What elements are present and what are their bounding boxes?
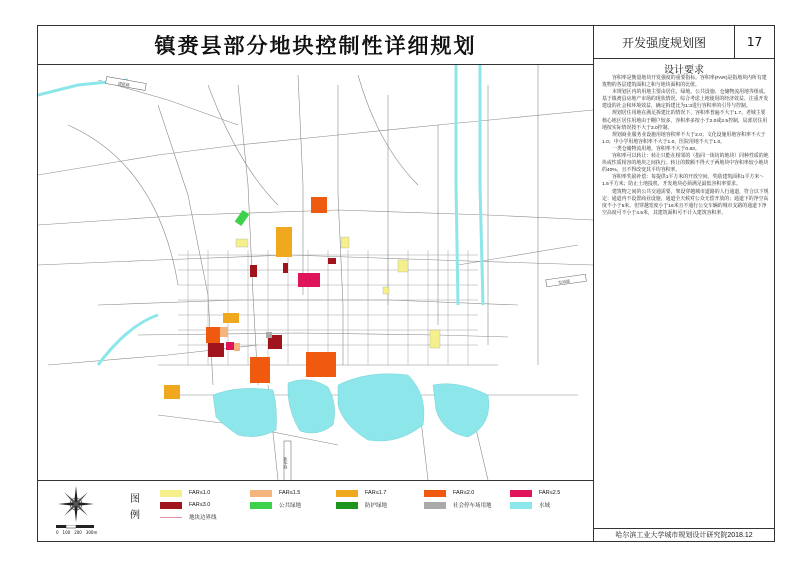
legend-label: 防护绿地 [365,503,388,509]
legend-swatch [160,502,182,509]
scale-bar-graphic [56,525,96,529]
requirements-heading: 设计要求 [664,65,704,76]
road-label-e: 发展路 [557,278,571,286]
requirement-paragraph: 容积率奖励补偿：每提供1平方米的开放空间，奖励建筑面积1平方米～1.5平方米；防止土地投机，开发地块必须满足最低容积率要求。 [602,175,765,188]
plan-name: 开发强度规划图 [621,35,706,50]
far-block-1-5 [234,343,240,351]
requirement-paragraph: 本规划区内的用地主要由居住、绿地、公共设施、仓储物流用地等组成。基于镇赉县房地产市场的现状情况，综合考虑土地使用的经济效益、注重开发建设的社会和环境效益，确定拆建比为1:3进行容积率的引导与控制。 [602,90,769,110]
scale-label: 200 [74,530,82,535]
legend-item [250,488,300,498]
legend-swatch [424,490,446,497]
requirement-paragraph: 建筑物之间的公共交通需要，架设穿越城市道路的人行通道，符合以下规定：通道内不设置商业设施，通道全天候对公众无偿开放的；通道下的净空高度不小于5米。但穿越宽度小于16米且不通行公交车辆的城市支路的通道下净空高度可不小于4.5米，其建筑面积可不计入建筑容积率。 [602,189,769,216]
legend-item [510,500,550,510]
legend-swatch [336,502,358,509]
legend-label: 社会停车场用地 [453,503,492,509]
legend-item [160,512,217,522]
legend-swatch [510,502,532,509]
far-block-2-0 [206,327,220,343]
far-block-1-7 [223,313,239,323]
page-title: 镇赉县部分地块控制性详细规划 [154,34,477,58]
legend-item [424,500,492,510]
legend-item [336,488,386,498]
land-use-map [38,65,593,480]
legend-item [250,500,301,510]
far-block-1-7 [164,385,180,399]
far-block-3-0 [283,263,288,273]
legend-swatch [510,490,532,497]
legend-label: FAR≤3.0 [189,502,211,508]
legend-swatch [160,490,182,497]
legend-label: FAR≤2.0 [453,490,475,496]
legend-label: 公共绿地 [279,503,302,509]
requirement-paragraph: 规划居住用地在满足拆建比的情况下，容积率普遍不大于1.7。老城主要核心地区居住用地由于棚户较多，容积率多按小于2.0或2.5控制，局部居住用地按实际情况按不大于3.0控制。 [602,111,768,131]
legend-item [424,488,474,498]
far-block-2-0 [250,357,270,383]
legend-item [160,500,210,510]
far-block-1-0 [236,239,248,247]
road-label-nw: 建新路 [117,80,131,88]
legend-swatch [336,490,358,497]
compass-icon [56,484,96,524]
legend-swatch [250,490,272,497]
scale-bar [56,525,97,535]
scale-label: 0 [56,530,59,535]
requirement-paragraph: 容积率可以转让：转让只能在相邻的（指同一街坊的地块）同种性质的地块或性质相容的地块之间执行。转让的数额不得大于两地块中容积率较小地块的40%，且不得改变其平均容积率。 [602,154,769,174]
far-block-3-0 [250,265,257,277]
legend-label: FAR≤2.5 [539,490,561,496]
legend-title: 图例 [130,494,140,521]
far-block-3-0 [208,343,224,357]
far-block-gray [266,332,272,338]
far-block-2-0 [306,352,336,377]
legend-item [160,488,210,498]
legend-label: 水域 [539,503,551,509]
legend-label: FAR≤1.7 [365,490,387,496]
legend-divider [38,480,593,481]
legend-swatch [424,502,446,509]
plan-header [594,26,774,59]
legend-item [336,500,387,510]
legend-label: FAR≤1.0 [189,490,211,496]
scale-label: 300m [85,530,98,535]
far-block-1-0 [398,260,408,272]
far-block-2-5 [226,342,234,350]
requirements-body [602,75,770,217]
far-block-1-7 [276,227,292,257]
scale-label: 100 [62,530,71,535]
legend-swatch [160,517,182,518]
legend-label: FAR≤1.5 [279,490,301,496]
requirement-paragraph: 规划商业服务业设施用地容积率不大于2.0；文化设施用地容积率不大于1.0；中小学用地容积率不大于1.0，医院用地不大于1.0。 [602,132,766,145]
far-block-1-0 [383,287,389,294]
far-block-2-0 [311,197,327,213]
legend-label: 地块边界线 [189,515,217,521]
road-label-s: 新华路 [283,457,289,469]
panel-divider [593,26,594,541]
far-block-1-0 [341,237,349,248]
legend-swatch [250,502,272,509]
legend-item [510,488,560,498]
institute-credit: 哈尔滨工业大学城市规划设计研究院2018.12 [594,528,774,542]
far-block-1-0 [430,330,440,348]
requirement-paragraph: 一类仓储物流用地，容积率不大于0.83。 [612,146,700,152]
far-block-2-5 [298,273,320,287]
far-block-3-0 [328,258,336,264]
plan-number: 17 [746,35,763,49]
requirement-paragraph: 容积率是衡量地块开发强度的重要指标。容积率(FAR)是指地块内所有建筑物的各层建筑面积之和与地块面积的比值。 [602,76,767,89]
